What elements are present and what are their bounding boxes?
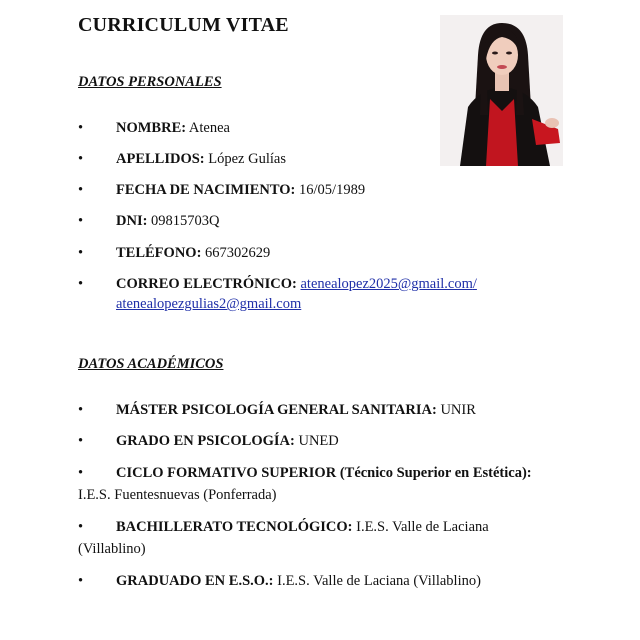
field-sublabel: (Técnico Superior en Estética): (339, 465, 532, 481)
field-value: 09815703Q (151, 213, 220, 229)
list-item-name (116, 117, 230, 139)
field-label: BACHILLERATO TECNOLÓGICO: (116, 519, 353, 535)
field-label: CORREO ELECTRÓNICO: (116, 276, 297, 292)
field-value: 667302629 (205, 245, 271, 261)
list-item-eso (116, 570, 481, 592)
email-link-1[interactable]: atenealopez2025@gmail.com (300, 276, 473, 292)
list-item-bachillerato-cont: (Villablino) (78, 541, 146, 557)
field-label: GRADO EN PSICOLOGÍA: (116, 433, 295, 449)
list-item-surnames (116, 148, 286, 170)
email-separator: / (472, 276, 477, 292)
field-value: 16/05/1989 (299, 182, 366, 198)
bullet: • (78, 465, 84, 481)
field-value: I.E.S. Valle de Laciana (356, 519, 489, 535)
field-label: DNI: (116, 213, 148, 229)
list-item-birthdate (116, 179, 365, 201)
bullet: • (78, 519, 84, 535)
list-item-dni (116, 210, 220, 232)
bullet: • (78, 573, 84, 589)
field-value: I.E.S. Valle de Laciana (Villablino) (277, 573, 481, 589)
list-item-vocational (116, 462, 532, 484)
field-label: FECHA DE NACIMIENTO: (116, 182, 296, 198)
bullet: • (78, 276, 84, 292)
list-item-email-cont (116, 293, 301, 315)
portrait-photo (440, 15, 563, 166)
field-label: GRADUADO EN E.S.O.: (116, 573, 274, 589)
bullet: • (78, 213, 84, 229)
bullet: • (78, 182, 84, 198)
bullet: • (78, 402, 84, 418)
field-value: UNIR (440, 402, 476, 418)
list-item-phone (116, 242, 270, 264)
academic-data-heading: DATOS ACADÉMICOS (78, 356, 224, 372)
email-link-2[interactable]: atenealopezgulias2@gmail.com (116, 296, 302, 312)
list-item-email (116, 273, 477, 295)
field-label: APELLIDOS: (116, 151, 205, 167)
list-item-degree (116, 430, 339, 452)
bullet: • (78, 245, 84, 261)
personal-data-heading: DATOS PERSONALES (78, 74, 222, 90)
bullet: • (78, 120, 84, 136)
list-item-bachillerato (116, 516, 489, 538)
field-label: MÁSTER PSICOLOGÍA GENERAL SANITARIA: (116, 402, 437, 418)
field-label: NOMBRE: (116, 120, 187, 136)
field-value: Atenea (188, 120, 230, 136)
field-value: UNED (298, 433, 339, 449)
bullet: • (78, 151, 84, 167)
field-label: TELÉFONO: (116, 245, 202, 261)
cv-title: CURRICULUM VITAE (78, 14, 289, 36)
field-value: López Gulías (208, 151, 286, 167)
list-item-master (116, 399, 476, 421)
list-item-vocational-cont: I.E.S. Fuentesnuevas (Ponferrada) (78, 487, 277, 503)
field-label: CICLO FORMATIVO SUPERIOR (116, 465, 337, 481)
bullet: • (78, 433, 84, 449)
